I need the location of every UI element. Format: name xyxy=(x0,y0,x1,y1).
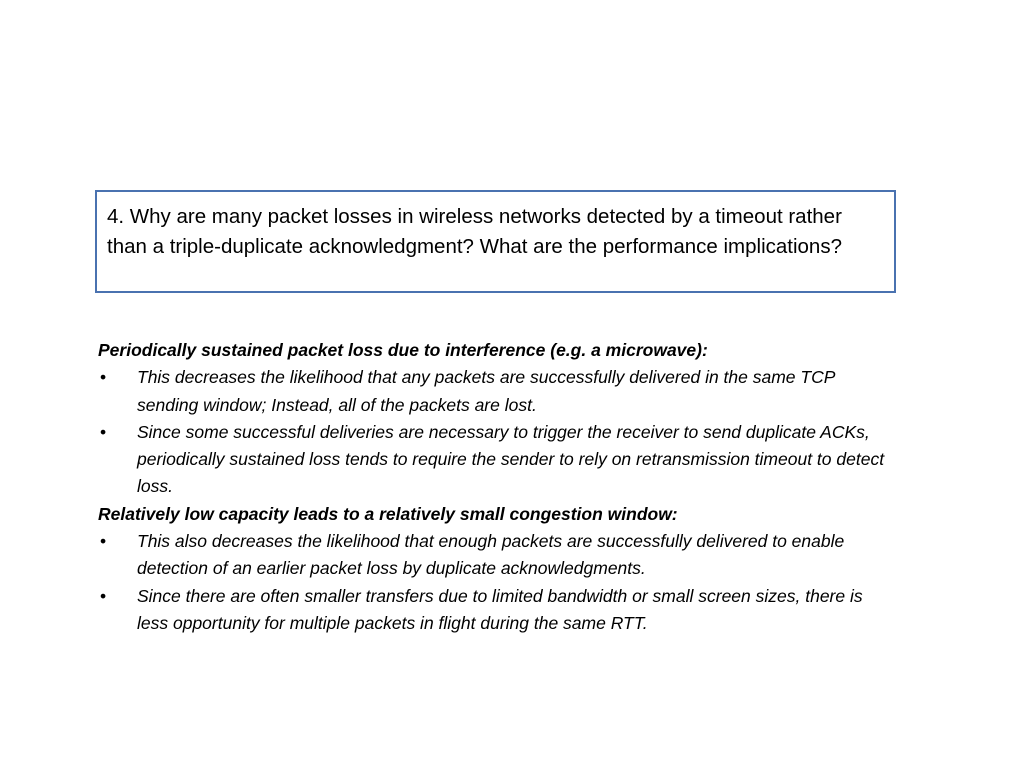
bullet-text: Since some successful deliveries are necessary to trigger the receiver to send duplicate ACKs, periodically sustained loss tends to require the sender to rely on retransmission timeout to detect loss. xyxy=(137,421,885,497)
bullet-icon: • xyxy=(100,367,107,388)
section-interference xyxy=(98,337,898,501)
answer-body xyxy=(98,337,898,637)
bullet-item xyxy=(98,583,898,638)
bullet-item xyxy=(98,419,898,501)
bullet-list xyxy=(98,364,898,500)
bullet-text: This decreases the likelihood that any packets are successfully delivered in the same TCP sending window; Instead, all of the packets are lost. xyxy=(137,367,835,415)
bullet-text: This also decreases the likelihood that enough packets are successfully delivered to enable detection of an earlier packet loss by duplicate acknowledgments. xyxy=(137,531,845,579)
question-text: 4. Why are many packet losses in wireless networks detected by a timeout rather than a triple-duplicate acknowledgment? What are the performance implications? xyxy=(107,205,842,258)
section-low-capacity xyxy=(98,501,898,637)
bullet-list xyxy=(98,528,898,637)
section-heading: Periodically sustained packet loss due to interference (e.g. a microwave): xyxy=(98,340,708,360)
bullet-text: Since there are often smaller transfers due to limited bandwidth or small screen sizes, there is less opportunity for multiple packets in flight during the same RTT. xyxy=(137,585,863,633)
bullet-item xyxy=(98,364,898,419)
question-box xyxy=(95,190,896,293)
bullet-item xyxy=(98,528,898,583)
bullet-icon: • xyxy=(100,585,107,606)
section-heading: Relatively low capacity leads to a relatively small congestion window: xyxy=(98,503,678,524)
bullet-icon: • xyxy=(100,531,107,552)
bullet-icon: • xyxy=(100,421,107,442)
